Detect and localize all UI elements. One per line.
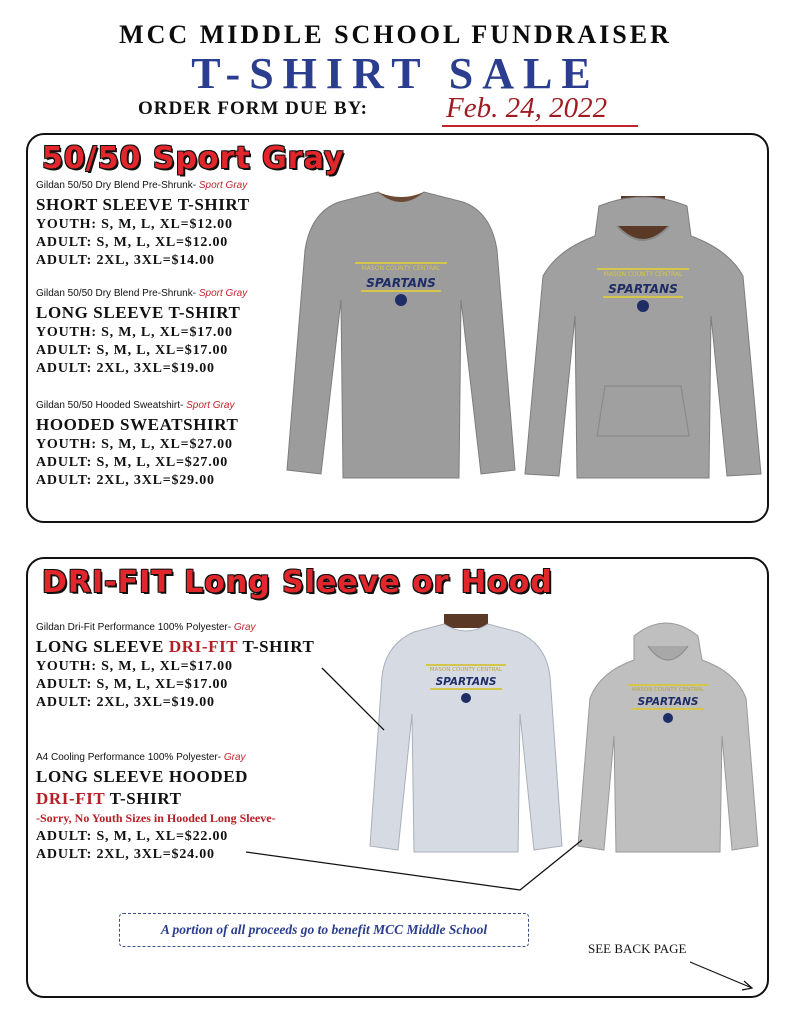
shirt-print-line1: MASON COUNTY CENTRAL <box>361 265 441 272</box>
price-line: ADULT: S, M, L, XL=$17.00 <box>36 343 229 358</box>
price-line: ADULT: 2XL, 3XL=$19.00 <box>36 695 215 710</box>
item-title: LONG SLEEVE DRI-FIT T-SHIRT <box>36 637 315 656</box>
price-line: ADULT: S, M, L, XL=$17.00 <box>36 677 229 692</box>
price-line: ADULT: 2XL, 3XL=$29.00 <box>36 473 215 488</box>
see-back-page: SEE BACK PAGE <box>588 941 687 956</box>
see-back-arrow <box>690 962 752 988</box>
price-line: ADULT: 2XL, 3XL=$14.00 <box>36 253 215 268</box>
shirt-print-line1: MASON COUNTY CENTRAL <box>429 667 503 673</box>
price-line: ADULT: 2XL, 3XL=$24.00 <box>36 847 215 862</box>
due-label: ORDER FORM DUE BY: <box>138 98 368 119</box>
shirt-print-line1: MASON COUNTY CENTRAL <box>603 271 683 278</box>
page-title: T-SHIRT SALE <box>191 49 600 98</box>
item-source: Gildan 50/50 Hooded Sweatshirt- Sport Gray <box>36 400 235 411</box>
item-source: Gildan Dri-Fit Performance 100% Polyester- Gray <box>36 622 256 633</box>
price-line: YOUTH: S, M, L, XL=$17.00 <box>36 659 233 674</box>
shirt-print-line2: SPARTANS <box>435 676 497 688</box>
header-line1: MCC MIDDLE SCHOOL FUNDRAISER <box>119 20 672 49</box>
sport-gray-banner: 50/50 Sport Gray <box>42 141 345 176</box>
price-line: YOUTH: S, M, L, XL=$17.00 <box>36 325 233 340</box>
price-line: ADULT: S, M, L, XL=$27.00 <box>36 455 229 470</box>
pointer-line-long-sleeve <box>322 668 384 730</box>
no-youth-notice: -Sorry, No Youth Sizes in Hooded Long Sleeve- <box>36 811 276 825</box>
item-title: SHORT SLEEVE T-SHIRT <box>36 195 250 214</box>
due-date: Feb. 24, 2022 <box>446 92 608 124</box>
shirt-print-line2: SPARTANS <box>366 276 436 290</box>
item-source: A4 Cooling Performance 100% Polyester- Gray <box>36 752 246 763</box>
price-line: ADULT: S, M, L, XL=$22.00 <box>36 829 229 844</box>
price-line: ADULT: S, M, L, XL=$12.00 <box>36 235 229 250</box>
item-source: Gildan 50/50 Dry Blend Pre-Shrunk- Sport Gray <box>36 288 248 299</box>
shirt-print-line2: SPARTANS <box>637 696 699 708</box>
price-line: YOUTH: S, M, L, XL=$27.00 <box>36 437 233 452</box>
item-title: LONG SLEEVE HOODED <box>36 767 249 786</box>
item-title: HOODED SWEATSHIRT <box>36 415 239 434</box>
proceeds-note: A portion of all proceeds go to benefit MCC Middle School <box>119 913 529 947</box>
item-source: Gildan 50/50 Dry Blend Pre-Shrunk- Sport Gray <box>36 180 248 191</box>
price-line: YOUTH: S, M, L, XL=$12.00 <box>36 217 233 232</box>
item-title-line2: DRI-FIT T-SHIRT <box>36 789 182 808</box>
pointer-line-hood <box>246 840 582 890</box>
shirt-print-line1: MASON COUNTY CENTRAL <box>631 687 705 693</box>
shirt-print-line2: SPARTANS <box>608 282 678 296</box>
item-title: LONG SLEEVE T-SHIRT <box>36 303 241 322</box>
price-line: ADULT: 2XL, 3XL=$19.00 <box>36 361 215 376</box>
dri-fit-banner: DRI-FIT Long Sleeve or Hood <box>42 565 553 600</box>
